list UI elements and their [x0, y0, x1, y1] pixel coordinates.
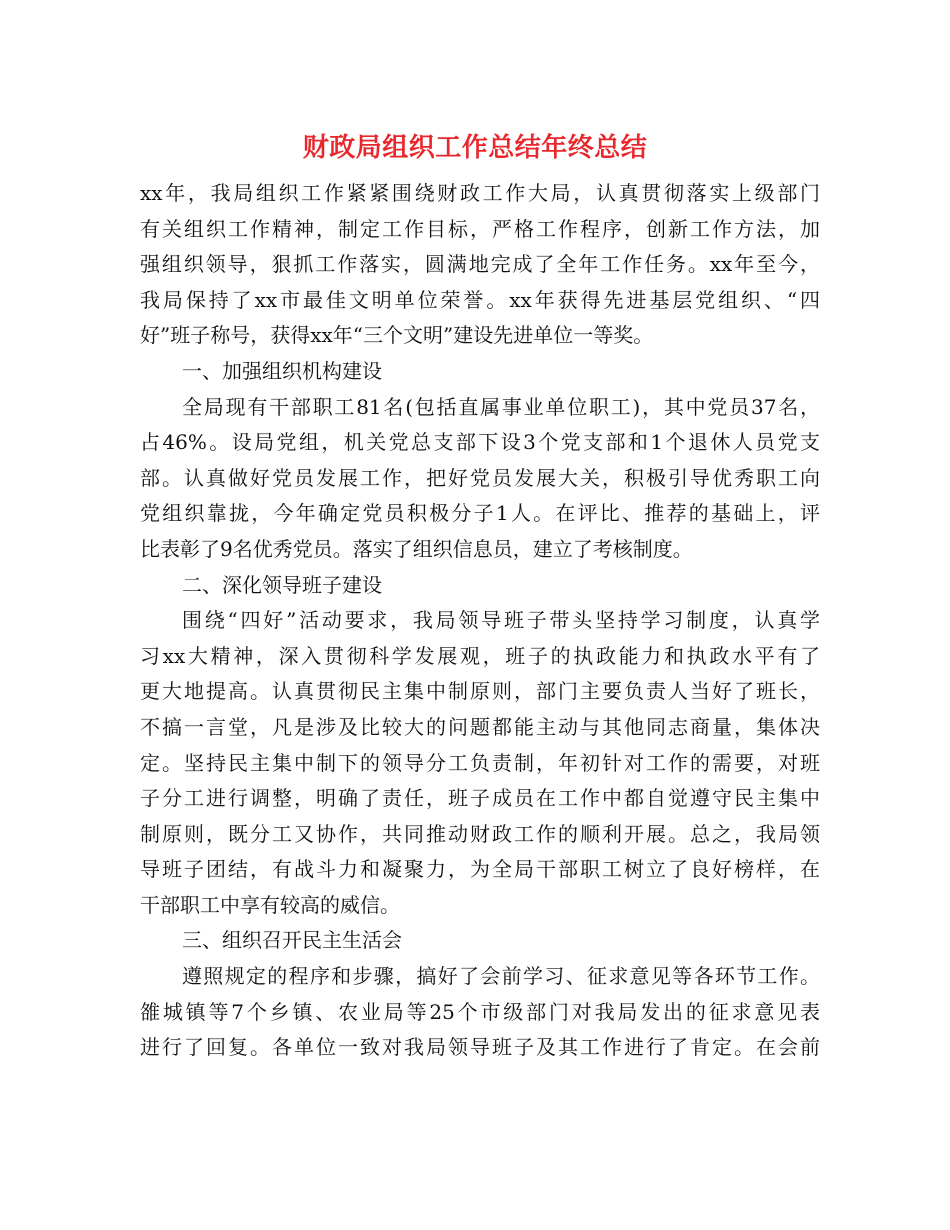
text-line: 全局现有干部职工81名(包括直属事业单位职工)，其中党员37名， — [182, 394, 820, 419]
text-line: 有关组织工作精神，制定工作目标，严格工作程序，创新工作方法，加 — [140, 216, 820, 241]
text-line: 三、组织召开民主生活会 — [182, 928, 402, 953]
document-body — [140, 176, 820, 1066]
text-line: 干部职工中享有较高的威信。 — [140, 892, 400, 917]
text-line: xx年，我局组织工作紧紧围绕财政工作大局，认真贯彻落实上级部门 — [140, 181, 820, 205]
text-line: 比表彰了9名优秀党员。落实了组织信息员，建立了考核制度。 — [140, 536, 693, 561]
text-line: 围绕“四好”活动要求，我局领导班子带头坚持学习制度，认真学 — [182, 608, 820, 633]
text-line: 更大地提高。认真贯彻民主集中制原则，部门主要负责人当好了班长， — [140, 679, 820, 704]
text-line: 定。坚持民主集中制下的领导分工负责制，年初针对工作的需要，对班 — [140, 750, 820, 775]
text-line: 强组织领导，狠抓工作落实，圆满地完成了全年工作任务。xx年至今， — [140, 252, 820, 277]
text-line: 习xx大精神，深入贯彻科学发展观，班子的执政能力和执政水平有了 — [140, 643, 820, 668]
document-title: 财政局组织工作总结年终总结 — [302, 133, 648, 163]
text-line: 制原则，既分工又协作，共同推动财政工作的顺利开展。总之，我局领 — [140, 821, 820, 846]
text-line: 好”班子称号，获得xx年“三个文明”建设先进单位一等奖。 — [140, 323, 654, 348]
text-line: 子分工进行调整，明确了责任，班子成员在工作中都自觉遵守民主集中 — [140, 786, 820, 811]
text-line: 党组织靠拢，今年确定党员积极分子1人。在评比、推荐的基础上，评 — [140, 501, 820, 526]
text-line: 导班子团结，有战斗力和凝聚力，为全局干部职工树立了良好榜样，在 — [140, 857, 820, 882]
text-line: 不搞一言堂，凡是涉及比较大的问题都能主动与其他同志商量，集体决 — [140, 714, 820, 739]
text-line: 二、深化领导班子建设 — [182, 572, 382, 597]
text-line: 我局保持了xx市最佳文明单位荣誉。xx年获得先进基层党组织、“四 — [140, 287, 820, 312]
text-line: 一、加强组织机构建设 — [182, 358, 382, 383]
text-line: 雒城镇等7个乡镇、农业局等25个市级部门对我局发出的征求意见表 — [140, 999, 820, 1024]
text-line: 进行了回复。各单位一致对我局领导班子及其工作进行了肯定。在会前 — [140, 1035, 820, 1060]
text-line: 占46%。设局党组，机关党总支部下设3个党支部和1个退休人员党支 — [140, 430, 820, 455]
text-line: 部。认真做好党员发展工作，把好党员发展大关，积极引导优秀职工向 — [140, 465, 820, 490]
text-line: 遵照规定的程序和步骤，搞好了会前学习、征求意见等各环节工作。 — [182, 964, 820, 989]
